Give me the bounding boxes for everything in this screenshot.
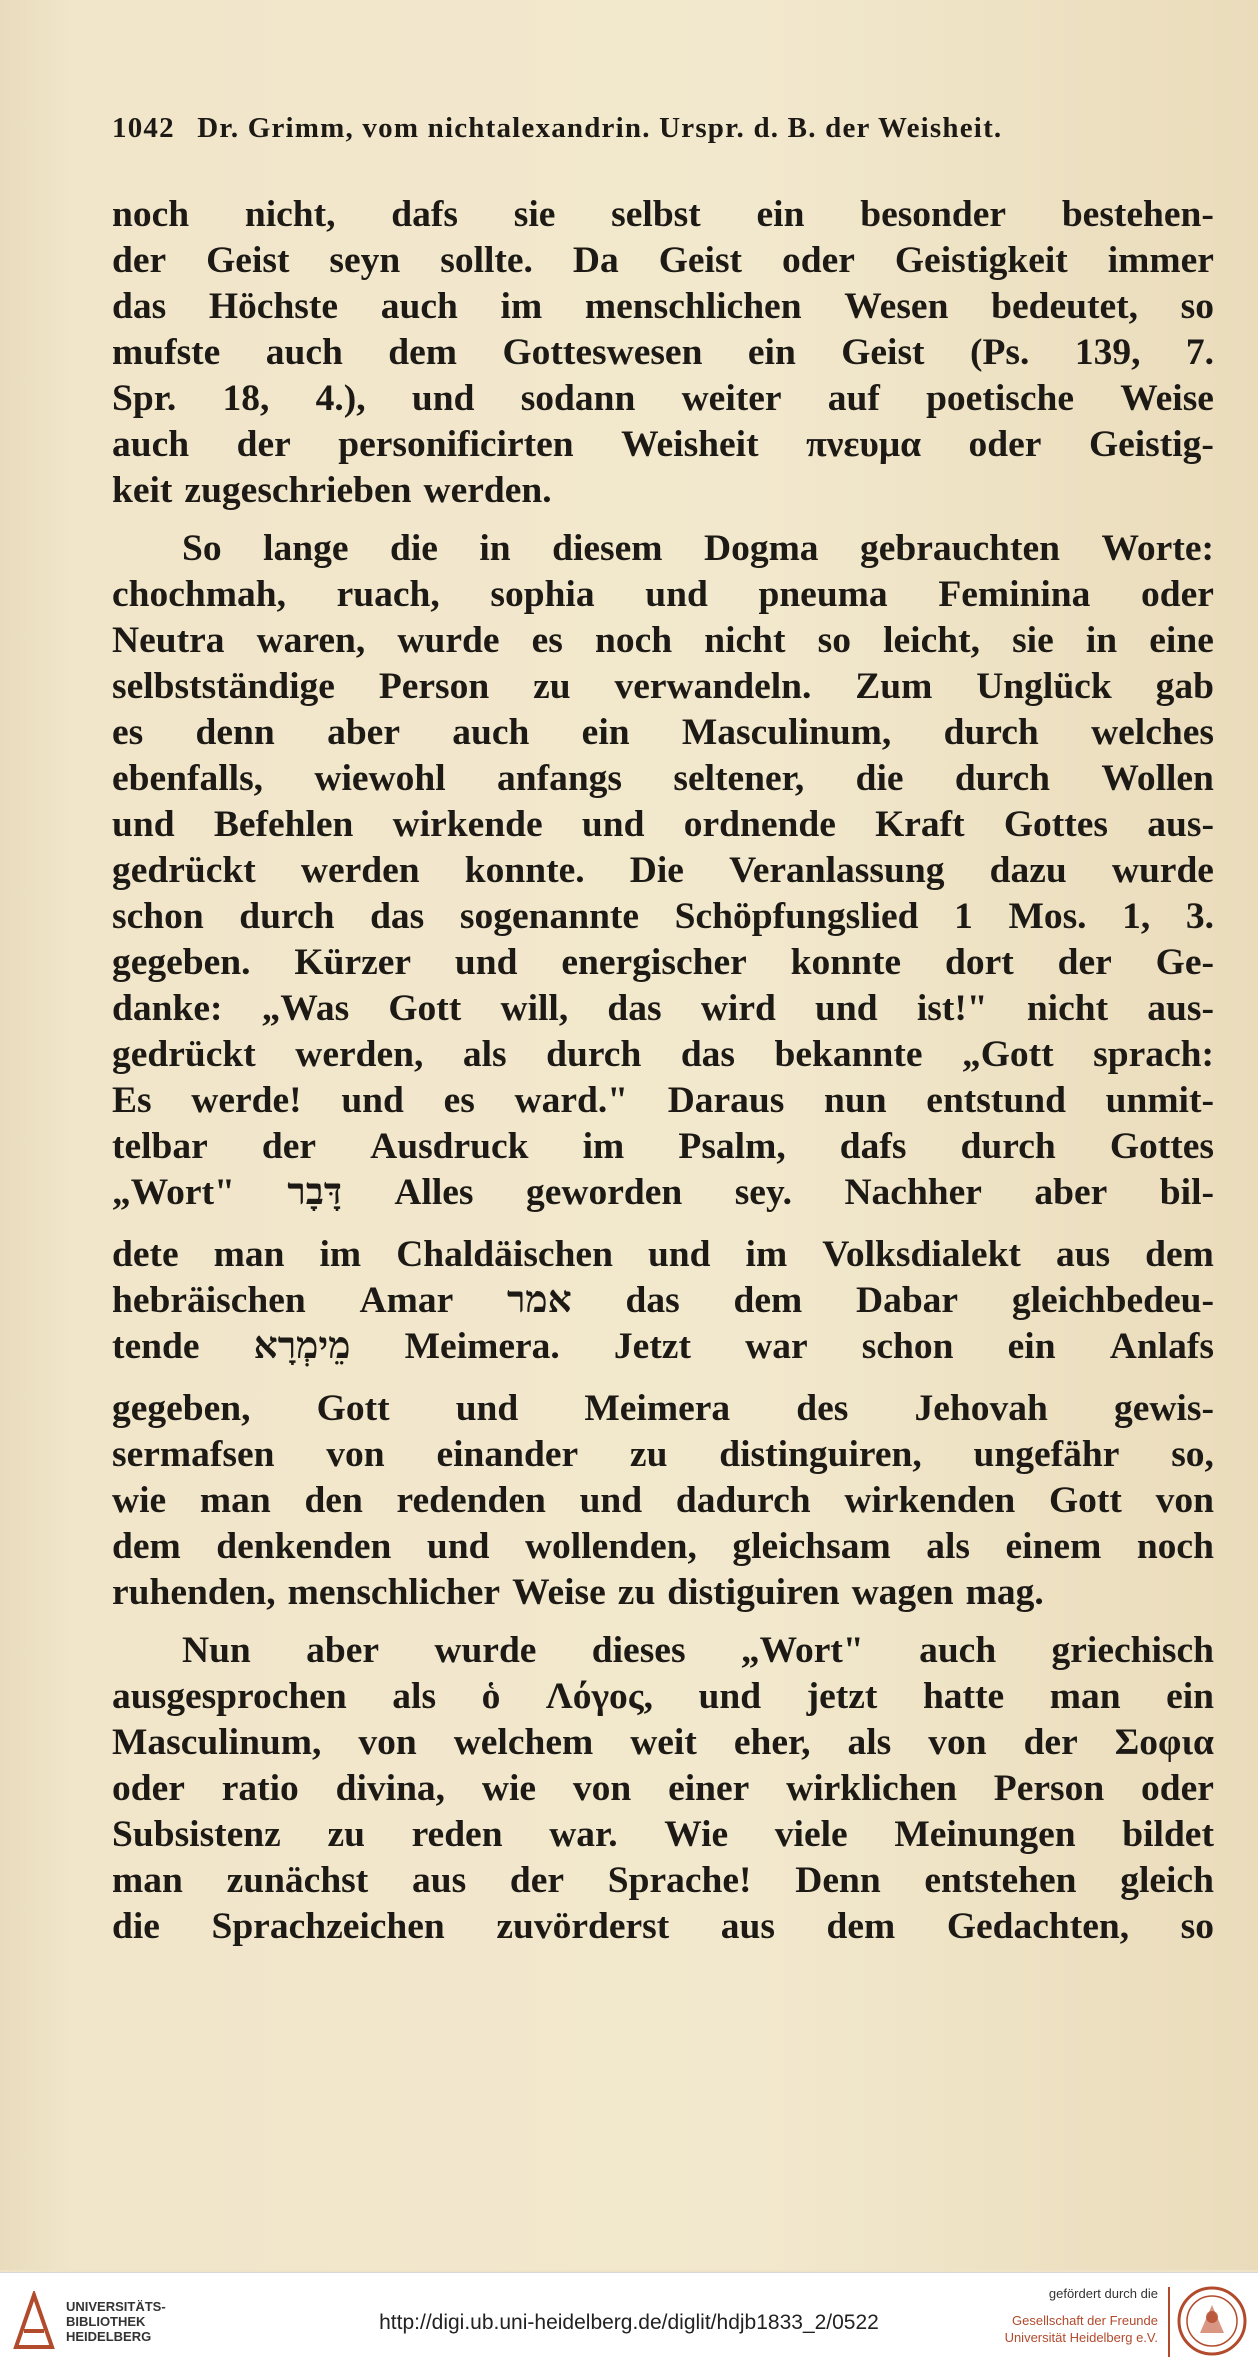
text-line: gedrückt werden konnte. Die Veranlassung dazu wurde xyxy=(112,850,1214,891)
running-head-title: Dr. Grimm, vom nichtalexandrin. Urspr. d. B. der Weisheit. xyxy=(197,112,1003,144)
text-line: sermafsen von einander zu distinguiren, ungefähr so, xyxy=(112,1434,1214,1475)
text-line: und Befehlen wirkende und ordnende Kraft Gottes aus- xyxy=(112,804,1214,845)
text-line: die Sprachzeichen zuvörderst aus dem Gedachten, so xyxy=(112,1906,1214,1947)
text-line: es denn aber auch ein Masculinum, durch welches xyxy=(112,712,1214,753)
text-line: selbstständige Person zu verwandeln. Zum Unglück gab xyxy=(112,666,1214,707)
body-text xyxy=(112,192,1214,1950)
sponsor-credit: gefördert durch die Gesellschaft der Freunde Universität Heidelberg e.V. xyxy=(1004,2286,1158,2345)
text-line: der Geist seyn sollte. Da Geist oder Geistigkeit immer xyxy=(112,240,1214,281)
running-head xyxy=(112,112,1172,145)
page-number: 1042 xyxy=(112,112,175,144)
text-line: Subsistenz zu reden war. Wie viele Meinungen bildet xyxy=(112,1814,1214,1855)
text-line: Masculinum, von welchem weit eher, als von der Σοφια xyxy=(112,1722,1214,1763)
text-line: schon durch das sogenannte Schöpfungslied 1 Mos. 1, 3. xyxy=(112,896,1214,937)
text-line: das Höchste auch im menschlichen Wesen bedeutet, so xyxy=(112,286,1214,327)
text-line: Es werde! und es ward." Daraus nun entstund unmit- xyxy=(112,1080,1214,1121)
text-line: noch nicht, dafs sie selbst ein besonder bestehen- xyxy=(112,194,1214,235)
text-line: Spr. 18, 4.), und sodann weiter auf poetische Weise xyxy=(112,378,1214,419)
text-line: chochmah, ruach, sophia und pneuma Feminina oder xyxy=(112,574,1214,615)
text-line: Nun aber wurde dieses „Wort" auch griechisch xyxy=(182,1630,1214,1671)
text-line: auch der personificirten Weisheit πνευμα oder Geistig- xyxy=(112,424,1214,465)
library-name: UNIVERSITÄTS- BIBLIOTHEK HEIDELBERG xyxy=(66,2299,166,2344)
text-line: ebenfalls, wiewohl anfangs seltener, die durch Wollen xyxy=(112,758,1214,799)
text-line: wie man den redenden und dadurch wirkenden Gott von xyxy=(112,1480,1214,1521)
text-line: dete man im Chaldäischen und im Volksdialekt aus dem xyxy=(112,1234,1214,1275)
text-line: So lange die in diesem Dogma gebrauchten Worte: xyxy=(182,528,1214,569)
text-line: „Wort" דָּבָר Alles geworden sey. Nachher aber bil- xyxy=(112,1172,1214,1213)
text-line: gedrückt werden, als durch das bekannte „Gott sprach: xyxy=(112,1034,1214,1075)
text-line: hebräischen Amar אמר das dem Dabar gleichbedeu- xyxy=(112,1280,1214,1321)
text-line: dem denkenden und wollenden, gleichsam als einem noch xyxy=(112,1526,1214,1567)
university-seal-icon xyxy=(1176,2285,1248,2357)
sponsor-divider xyxy=(1168,2287,1170,2357)
text-line: gegeben. Kürzer und energischer konnte dort der Ge- xyxy=(112,942,1214,983)
text-line: man zunächst aus der Sprache! Denn entstehen gleich xyxy=(112,1860,1214,1901)
text-line: ruhenden, menschlicher Weise zu distiguiren wagen mag. xyxy=(112,1572,1044,1613)
text-line: ausgesprochen als ὁ Λόγος, und jetzt hatte man ein xyxy=(112,1676,1214,1717)
text-line: danke: „Was Gott will, das wird und ist!" nicht aus- xyxy=(112,988,1214,1029)
text-line: oder ratio divina, wie von einer wirklichen Person oder xyxy=(112,1768,1214,1809)
text-line: gegeben, Gott und Meimera des Jehovah gewis- xyxy=(112,1388,1214,1429)
text-line: mufste auch dem Gotteswesen ein Geist (Ps. 139, 7. xyxy=(112,332,1214,373)
text-line: Neutra waren, wurde es noch nicht so leicht, sie in eine xyxy=(112,620,1214,661)
text-line: tende מֵימְרָא Meimera. Jetzt war schon ein Anlafs xyxy=(112,1326,1214,1367)
viewer-footer xyxy=(0,2272,1258,2370)
text-line: telbar der Ausdruck im Psalm, dafs durch Gottes xyxy=(112,1126,1214,1167)
permalink-url[interactable]: http://digi.ub.uni-heidelberg.de/diglit/hdjb1833_2/0522 xyxy=(379,2311,879,2334)
text-line: keit zugeschrieben werden. xyxy=(112,470,552,511)
